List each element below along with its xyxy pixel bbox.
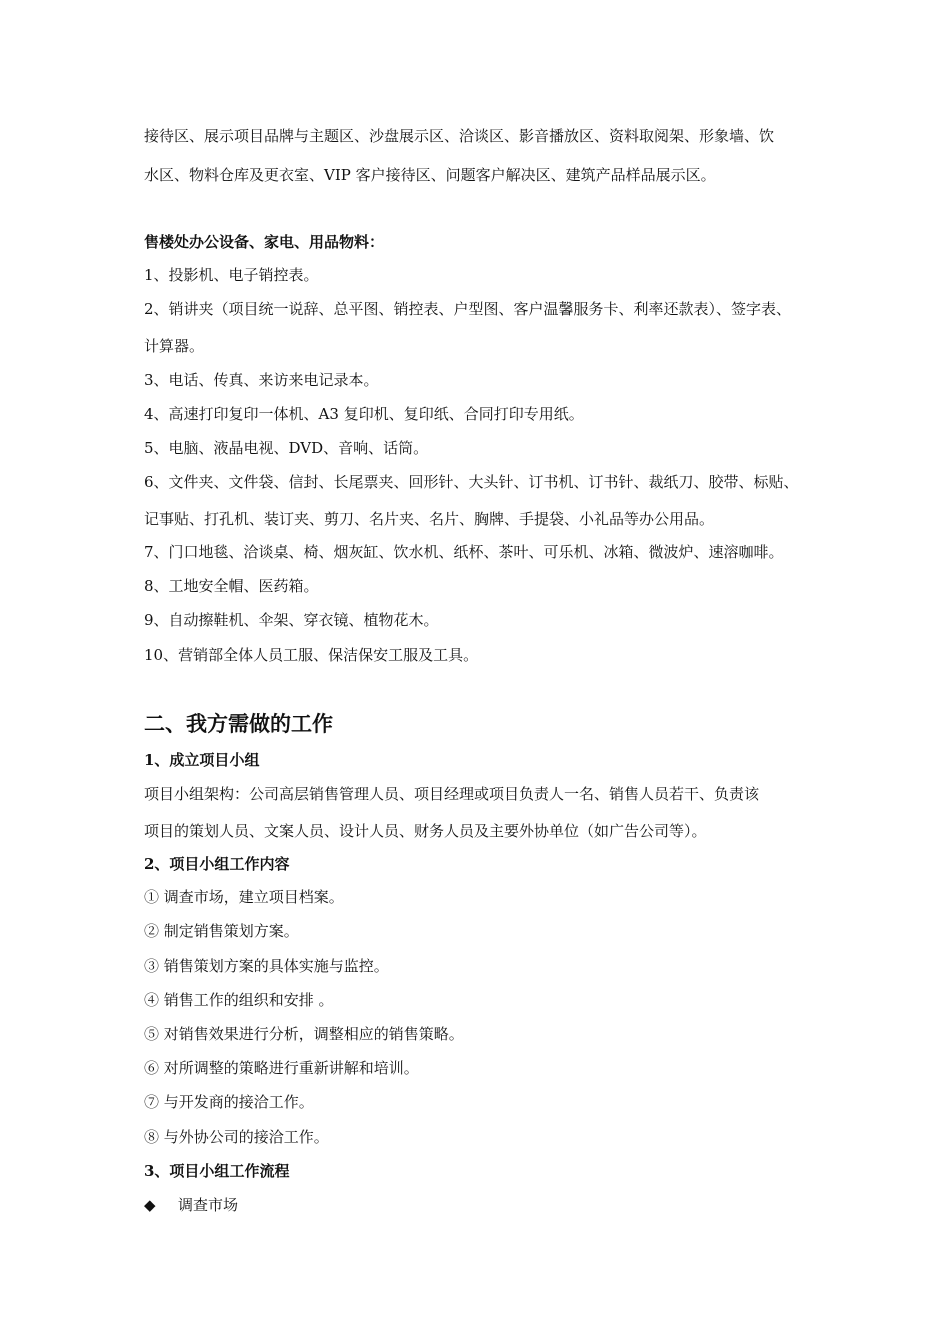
list-item: 7、门口地毯、洽谈桌、椅、烟灰缸、饮水机、纸杯、茶叶、可乐机、冰箱、微波炉、速溶咖啡。: [144, 543, 784, 561]
list-item: 10、营销部全体人员工服、保洁保安工服及工具。: [144, 646, 479, 664]
section-heading: 二、我方需做的工作: [144, 711, 333, 736]
list-item: 9、自动擦鞋机、伞架、穿衣镜、植物花木。: [144, 611, 439, 629]
task-item: ⑤ 对销售效果进行分析，调整相应的销售策略。: [144, 1025, 464, 1043]
task-item: ④ 销售工作的组织和安排 。: [144, 991, 334, 1009]
list-item: 1、投影机、电子销控表。: [144, 266, 319, 284]
intro-line: 接待区、展示项目品牌与主题区、沙盘展示区、洽谈区、影音播放区、资料取阅架、形象墙、饮: [144, 127, 775, 145]
intro-line: 水区、物料仓库及更衣室、VIP 客户接待区、问题客户解决区、建筑产品样品展示区。: [144, 166, 716, 184]
subsection-heading: 3、项目小组工作流程: [144, 1162, 290, 1180]
list-item: 8、工地安全帽、医药箱。: [144, 577, 319, 595]
task-item: ⑥ 对所调整的策略进行重新讲解和培训。: [144, 1059, 419, 1077]
flow-item: [144, 1195, 238, 1215]
subsection-heading: 2、项目小组工作内容: [144, 855, 290, 873]
task-item: ⑧ 与外协公司的接洽工作。: [144, 1128, 329, 1146]
task-item: ② 制定销售策划方案。: [144, 922, 299, 940]
list-item: 5、电脑、液晶电视、DVD、音响、话筒。: [144, 439, 429, 457]
paragraph-line: 项目小组架构：公司高层销售管理人员、项目经理或项目负责人一名、销售人员若干、负责该: [144, 785, 760, 803]
list-item: 记事贴、打孔机、装订夹、剪刀、名片夹、名片、胸牌、手提袋、小礼品等办公用品。: [144, 510, 715, 528]
diamond-bullet-icon: ◆: [144, 1196, 156, 1214]
equipment-heading: 售楼处办公设备、家电、用品物料：: [144, 233, 385, 251]
list-item: 计算器。: [144, 337, 205, 355]
list-item: 4、高速打印复印一体机、A3 复印机、复印纸、合同打印专用纸。: [144, 405, 584, 423]
task-item: ① 调查市场，建立项目档案。: [144, 888, 344, 906]
list-item: 6、文件夹、文件袋、信封、长尾票夹、回形针、大头针、订书机、订书针、裁纸刀、胶带、标贴、: [144, 473, 799, 491]
flow-item-label: 调查市场: [178, 1196, 239, 1214]
list-item: 3、电话、传真、来访来电记录本。: [144, 371, 379, 389]
task-item: ③ 销售策划方案的具体实施与监控。: [144, 957, 389, 975]
list-item: 2、销讲夹（项目统一说辞、总平图、销控表、户型图、客户温馨服务卡、利率还款表）、签字表、: [144, 300, 792, 318]
subsection-heading: 1、成立项目小组: [144, 751, 260, 769]
task-item: ⑦ 与开发商的接洽工作。: [144, 1093, 314, 1111]
paragraph-line: 项目的策划人员、文案人员、设计人员、财务人员及主要外协单位（如广告公司等）。: [144, 822, 707, 840]
